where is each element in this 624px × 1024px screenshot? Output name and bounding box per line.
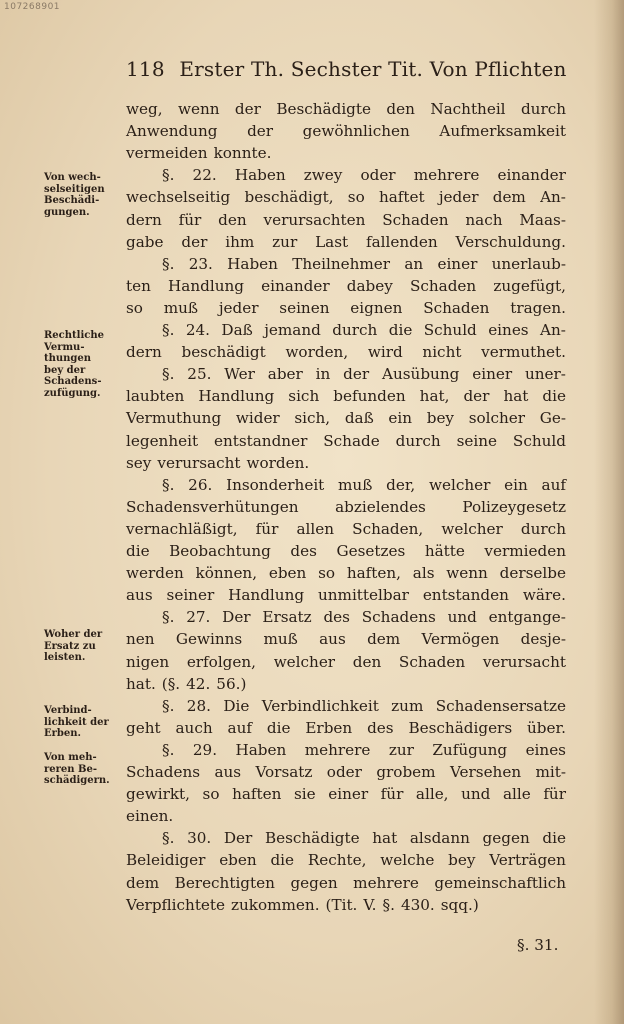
text-line: §. 22. Haben zwey oder mehrere einander xyxy=(162,166,566,185)
text-line: die Beobachtung des Gesetzes hätte vermieden xyxy=(126,542,566,560)
text-line: §. 29. Haben mehrere zur Zufügung eines xyxy=(162,740,566,759)
text-line: weg, wenn der Beschädigte den Nachtheil durch xyxy=(126,100,566,118)
text-line: §. 26. Insonderheit muß der, welcher ein auf xyxy=(162,475,566,494)
margin-note: Woher der Ersatz zu leisten. xyxy=(44,629,103,663)
text-line: hat. (§. 42. 56.) xyxy=(126,674,247,693)
margin-note: Von wech- selseitigen Beschädi- gungen. xyxy=(44,172,105,218)
text-line: Schadens aus Vorsatz oder grobem Versehen mit- xyxy=(126,763,566,781)
text-line: legenheit entstandner Schade durch seine Schuld xyxy=(126,431,566,450)
text-line: sey verursacht worden. xyxy=(126,453,310,472)
text-line: §. 25. Wer aber in der Ausübung einer uner- xyxy=(162,365,566,384)
text-line: vernachläßigt, für allen Schaden, welcher durch xyxy=(126,519,566,538)
text-line: Anwendung der gewöhnlichen Aufmerksamkeit xyxy=(126,122,566,141)
catchword: §. 31. xyxy=(517,936,559,954)
text-line: Beleidiger eben die Rechte, welche bey Verträgen xyxy=(126,851,566,870)
text-line: so muß jeder seinen eignen Schaden tragen. xyxy=(126,298,566,317)
text-line: aus seiner Handlung unmittelbar entstanden wäre. xyxy=(126,586,566,605)
text-line: dern beschädigt worden, wird nicht vermuthet. xyxy=(126,343,566,362)
scan-mark: 107268901 xyxy=(4,2,61,12)
page-number: 118 xyxy=(126,57,165,81)
running-title: Erster Th. Sechster Tit. Von Pflichten xyxy=(179,57,567,81)
margin-note: Von meh- reren Be- schädigern. xyxy=(44,752,110,786)
text-line: ten Handlung einander dabey Schaden zugefügt, xyxy=(126,276,566,295)
text-line: Vermuthung wider sich, daß ein bey solcher Ge- xyxy=(126,409,566,428)
text-line: §. 24. Daß jemand durch die Schuld eines An- xyxy=(162,321,566,339)
text-line: laubten Handlung sich befunden hat, der hat die xyxy=(126,387,566,406)
text-line: §. 23. Haben Theilnehmer an einer unerlaub- xyxy=(162,254,566,273)
text-line: nen Gewinns muß aus dem Vermögen desje- xyxy=(126,630,566,649)
text-line: §. 30. Der Beschädigte hat alsdann gegen die xyxy=(162,829,566,848)
text-line: Verpflichtete zukommen. (Tit. V. §. 430. sqq.) xyxy=(126,895,479,914)
text-line: gewirkt, so haften sie einer für alle, und alle für xyxy=(126,785,566,804)
text-line: vermeiden konnte. xyxy=(126,144,272,163)
text-line: gabe der ihm zur Last fallenden Verschuldung. xyxy=(126,232,566,251)
margin-note: Rechtliche Vermu- thungen bey der Schadens- zufügung. xyxy=(44,330,104,399)
text-line: werden können, eben so haften, als wenn derselbe xyxy=(126,564,566,583)
running-header xyxy=(126,57,586,87)
text-line: einen. xyxy=(126,807,174,826)
text-line: §. 27. Der Ersatz des Schadens und entgange- xyxy=(162,608,566,627)
page-fold-shadow xyxy=(594,0,624,1024)
text-line: wechselseitig beschädigt, so haftet jeder dem An- xyxy=(126,188,566,207)
text-line: geht auch auf die Erben des Beschädigers über. xyxy=(126,718,566,737)
text-line: Schadensverhütungen abzielendes Polizeygesetz xyxy=(126,497,566,516)
text-line: nigen erfolgen, welcher den Schaden verursacht xyxy=(126,652,566,671)
text-line: §. 28. Die Verbindlichkeit zum Schadensersatze xyxy=(162,696,566,715)
text-line: dem Berechtigten gegen mehrere gemeinschaftlich xyxy=(126,873,566,892)
text-line: dern für den verursachten Schaden nach Maas- xyxy=(126,210,566,229)
margin-note: Verbind- lichkeit der Erben. xyxy=(44,705,109,739)
